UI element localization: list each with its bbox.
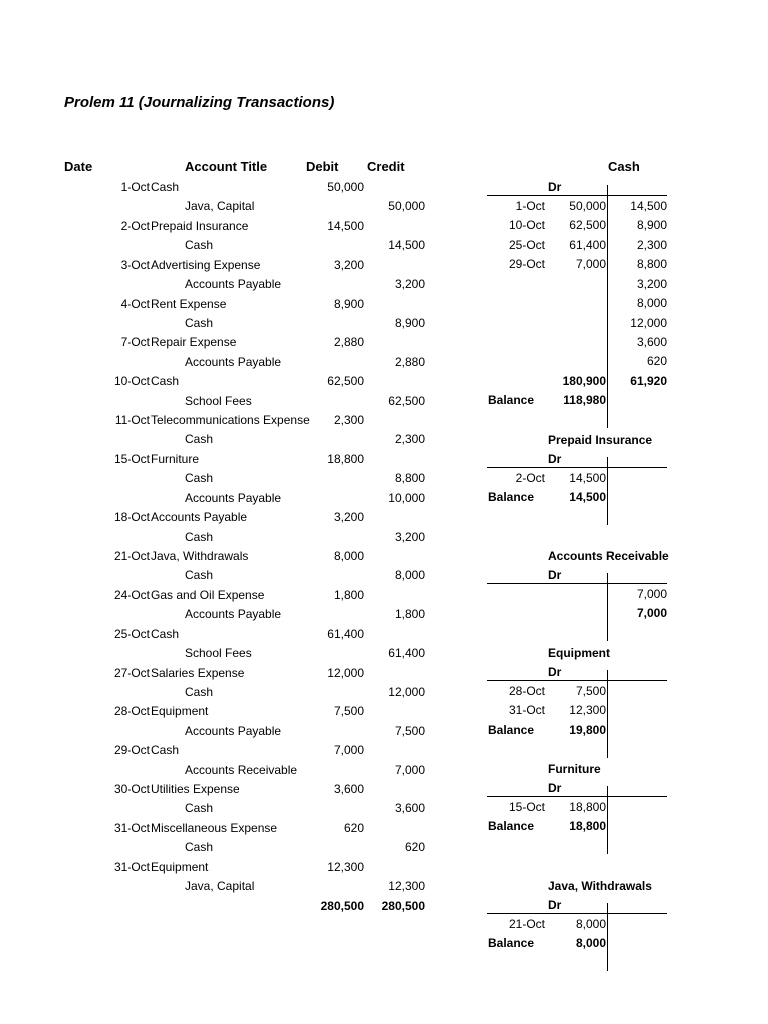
journal-debit: 7,500 <box>333 704 364 718</box>
t-account-row-label: 2-Oct <box>515 471 545 485</box>
journal-account: Accounts Payable <box>185 491 282 505</box>
t-account-credit: 8,000 <box>636 296 667 310</box>
journal-total-credit: 280,500 <box>381 899 425 913</box>
journal-account: Accounts Payable <box>151 510 248 524</box>
journal-debit: 3,600 <box>333 782 364 796</box>
t-account-divider <box>607 573 608 641</box>
journal-account: Salaries Expense <box>151 666 245 680</box>
journal-credit: 8,800 <box>394 471 425 485</box>
journal-credit: 3,200 <box>394 530 425 544</box>
journal-credit: 1,800 <box>394 607 425 621</box>
t-account-dr-label: Dr <box>548 568 562 582</box>
journal-date: 30-Oct <box>113 782 150 796</box>
t-account-row-label: 1-Oct <box>515 199 545 213</box>
journal-account: Cash <box>185 801 214 815</box>
journal-account: Cash <box>151 627 180 641</box>
journal-header-credit: Credit <box>367 159 405 174</box>
journal-credit: 3,200 <box>394 277 425 291</box>
t-account-rule <box>487 195 667 196</box>
journal-account: Cash <box>185 316 214 330</box>
journal-date: 3-Oct <box>120 258 150 272</box>
t-account-credit: 3,200 <box>636 277 667 291</box>
t-account-credit: 620 <box>646 354 667 368</box>
journal-credit: 7,500 <box>394 724 425 738</box>
journal-header-account: Account Title <box>185 159 268 174</box>
journal-account: Accounts Payable <box>185 724 282 738</box>
journal-date: 25-Oct <box>113 627 150 641</box>
journal-date: 11-Oct <box>114 413 150 427</box>
journal-credit: 7,000 <box>394 763 425 777</box>
journal-date: 15-Oct <box>113 452 150 466</box>
journal-account: Advertising Expense <box>151 258 261 272</box>
t-account-dr-label: Dr <box>548 781 562 795</box>
journal-date: 27-Oct <box>113 666 150 680</box>
journal-account: Cash <box>151 743 180 757</box>
journal-account: Cash <box>185 840 214 854</box>
journal-account: Cash <box>185 568 214 582</box>
journal-account: Prepaid Insurance <box>151 219 249 233</box>
journal-account: Cash <box>151 374 180 388</box>
journal-account: Equipment <box>151 860 209 874</box>
journal-date: 7-Oct <box>120 335 150 349</box>
journal-account: Cash <box>185 432 214 446</box>
journal-debit: 61,400 <box>327 627 364 641</box>
journal-credit: 14,500 <box>388 238 425 252</box>
journal-total-debit: 280,500 <box>320 899 364 913</box>
journal-credit: 3,600 <box>394 801 425 815</box>
journal-account: Java, Capital <box>185 199 255 213</box>
journal-date: 31-Oct <box>113 821 150 835</box>
t-account-debit: 19,800 <box>569 723 606 737</box>
t-account-rule <box>487 680 667 681</box>
journal-debit: 8,000 <box>333 549 364 563</box>
journal-date: 31-Oct <box>113 860 150 874</box>
t-account-divider <box>607 903 608 971</box>
journal-account: Java, Capital <box>185 879 255 893</box>
t-account-dr-label: Dr <box>548 898 562 912</box>
t-account-row-label: 15-Oct <box>508 800 545 814</box>
journal-debit: 2,300 <box>333 413 364 427</box>
journal-date: 1-Oct <box>120 180 150 194</box>
t-account-row-label: Balance <box>488 393 535 407</box>
t-account-debit: 62,500 <box>569 218 606 232</box>
journal-account: Rent Expense <box>151 297 227 311</box>
t-account-row-label: Balance <box>488 490 535 504</box>
journal-credit: 8,900 <box>394 316 425 330</box>
journal-account: Accounts Receivable <box>185 763 298 777</box>
t-account-debit: 180,900 <box>562 374 606 388</box>
journal-credit: 2,880 <box>394 355 425 369</box>
t-account-debit: 18,800 <box>569 800 606 814</box>
t-account-rule <box>487 467 667 468</box>
journal-account: Furniture <box>151 452 200 466</box>
journal-credit: 12,000 <box>388 685 425 699</box>
journal-date: 4-Oct <box>120 297 150 311</box>
t-account-divider <box>607 786 608 854</box>
journal-debit: 18,800 <box>327 452 364 466</box>
t-account-debit: 50,000 <box>569 199 606 213</box>
journal-credit: 61,400 <box>388 646 425 660</box>
journal-account: Accounts Payable <box>185 355 282 369</box>
journal-account: Cash <box>185 685 214 699</box>
journal-account: Gas and Oil Expense <box>151 588 265 602</box>
t-account-credit: 3,600 <box>636 335 667 349</box>
journal-debit: 14,500 <box>327 219 364 233</box>
t-account-name: Cash <box>608 159 640 174</box>
journal-account: Repair Expense <box>151 335 237 349</box>
t-account-credit: 8,900 <box>636 218 667 232</box>
t-account-row-label: 29-Oct <box>508 257 545 271</box>
journal-debit: 3,200 <box>333 510 364 524</box>
t-account-dr-label: Dr <box>548 180 562 194</box>
journal-account: Java, Withdrawals <box>151 549 249 563</box>
t-account-debit: 7,500 <box>575 684 606 698</box>
journal-debit: 62,500 <box>327 374 364 388</box>
journal-date: 29-Oct <box>113 743 150 757</box>
journal-header-debit: Debit <box>306 159 339 174</box>
t-account-credit: 61,920 <box>630 374 667 388</box>
t-account-row-label: 28-Oct <box>508 684 545 698</box>
journal-debit: 7,000 <box>333 743 364 757</box>
journal-credit: 620 <box>404 840 425 854</box>
t-account-credit: 2,300 <box>636 238 667 252</box>
journal-account: Miscellaneous Expense <box>151 821 278 835</box>
journal-credit: 8,000 <box>394 568 425 582</box>
t-account-row-label: 31-Oct <box>508 703 545 717</box>
t-account-dr-label: Dr <box>548 665 562 679</box>
t-account-name: Equipment <box>548 646 610 660</box>
t-account-divider <box>607 185 608 428</box>
t-account-rule <box>487 913 667 914</box>
t-account-debit: 8,000 <box>575 917 606 931</box>
t-account-debit: 7,000 <box>575 257 606 271</box>
t-account-credit: 7,000 <box>636 587 667 601</box>
t-account-rule <box>487 796 667 797</box>
t-account-debit: 18,800 <box>569 819 606 833</box>
journal-date: 21-Oct <box>113 549 150 563</box>
t-account-debit: 14,500 <box>569 490 606 504</box>
t-account-divider <box>607 670 608 758</box>
journal-account: Telecommunications Expense <box>151 413 310 427</box>
journal-account: Cash <box>185 530 214 544</box>
journal-account: Cash <box>185 238 214 252</box>
t-account-row-label: Balance <box>488 936 535 950</box>
t-account-credit: 7,000 <box>636 606 667 620</box>
journal-account: School Fees <box>185 394 252 408</box>
journal-credit: 12,300 <box>388 879 425 893</box>
t-account-debit: 14,500 <box>569 471 606 485</box>
journal-header-date: Date <box>64 159 93 174</box>
t-account-credit: 14,500 <box>630 199 667 213</box>
t-account-debit: 61,400 <box>569 238 606 252</box>
journal-date: 28-Oct <box>113 704 150 718</box>
t-account-debit: 12,300 <box>569 703 606 717</box>
page-title: Prolem 11 (Journalizing Transactions) <box>64 94 335 111</box>
t-account-credit: 12,000 <box>630 316 667 330</box>
journal-debit: 12,300 <box>327 860 364 874</box>
t-account-name: Java, Withdrawals <box>548 879 652 893</box>
journal-debit: 1,800 <box>333 588 364 602</box>
journal-date: 24-Oct <box>113 588 150 602</box>
journal-account: Cash <box>185 471 214 485</box>
t-account-credit: 8,800 <box>636 257 667 271</box>
journal-debit: 620 <box>343 821 364 835</box>
journal-account: Accounts Payable <box>185 607 282 621</box>
t-account-row-label: Balance <box>488 723 535 737</box>
journal-account: Equipment <box>151 704 209 718</box>
t-account-debit: 118,980 <box>563 393 606 407</box>
journal-debit: 12,000 <box>327 666 364 680</box>
t-account-name: Accounts Receivable <box>548 549 669 563</box>
journal-credit: 50,000 <box>388 199 425 213</box>
t-account-row-label: Balance <box>488 819 535 833</box>
t-account-dr-label: Dr <box>548 452 562 466</box>
journal-credit: 10,000 <box>388 491 425 505</box>
t-account-row-label: 25-Oct <box>508 238 545 252</box>
journal-debit: 50,000 <box>327 180 364 194</box>
journal-date: 2-Oct <box>120 219 150 233</box>
t-account-rule <box>487 583 667 584</box>
journal-account: Utilities Expense <box>151 782 240 796</box>
journal-credit: 2,300 <box>394 432 425 446</box>
journal-date: 10-Oct <box>113 374 150 388</box>
journal-credit: 62,500 <box>388 394 425 408</box>
journal-account: Accounts Payable <box>185 277 282 291</box>
journal-date: 18-Oct <box>113 510 150 524</box>
t-account-name: Furniture <box>548 762 601 776</box>
journal-debit: 3,200 <box>333 258 364 272</box>
t-account-row-label: 21-Oct <box>508 917 545 931</box>
journal-account: Cash <box>151 180 180 194</box>
journal-debit: 8,900 <box>333 297 364 311</box>
journal-debit: 2,880 <box>333 335 364 349</box>
t-account-divider <box>607 457 608 525</box>
t-account-name: Prepaid Insurance <box>548 433 653 447</box>
journal-account: School Fees <box>185 646 252 660</box>
t-account-row-label: 10-Oct <box>508 218 545 232</box>
t-account-debit: 8,000 <box>575 936 606 950</box>
